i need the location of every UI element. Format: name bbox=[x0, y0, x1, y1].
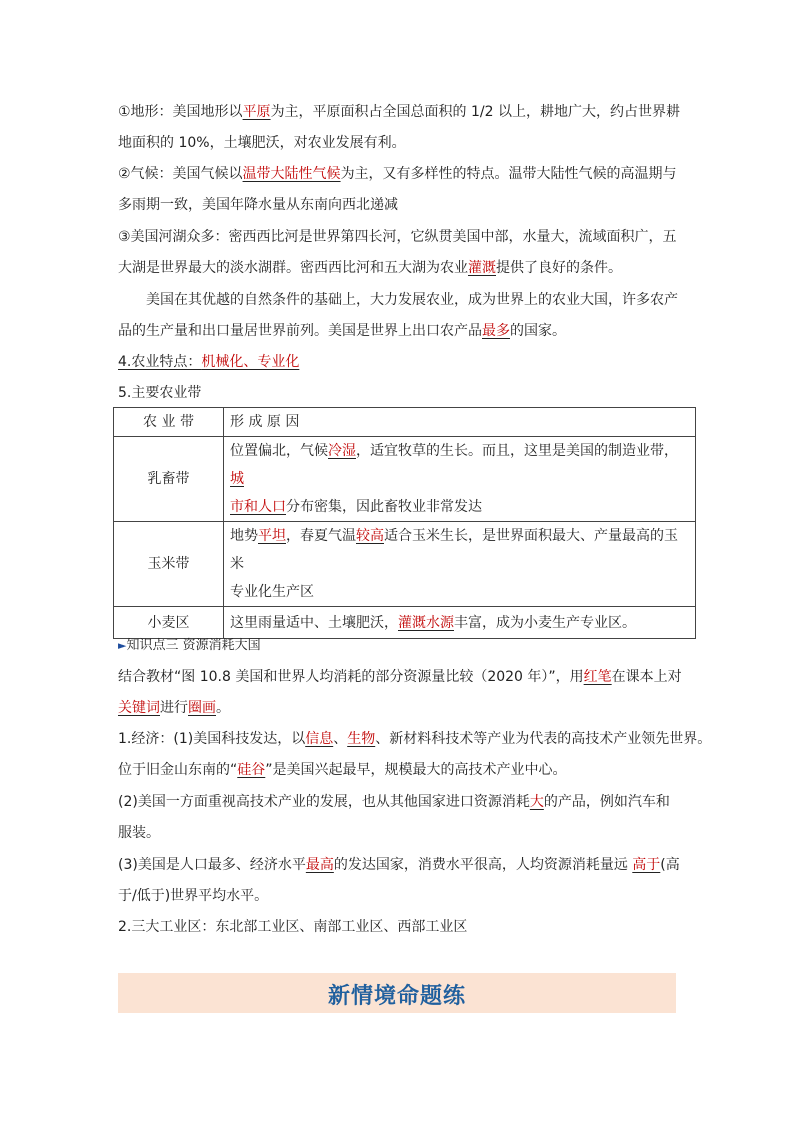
agri-paragraph-line-2: 品的生产量和出口量居世界前列。美国是世界上出口农产品最多的国家。 bbox=[118, 323, 566, 339]
intro-line-1: 结合教材“图 10.8 美国和世界人均消耗的部分资源量比较（2020 年）”，用红笔在课本上对 bbox=[118, 669, 682, 685]
table-header-row bbox=[114, 408, 696, 437]
belt-reason: 地势平坦，春夏气温较高适合玉米生长，是世界面积最大、产量最高的玉米 专业化生产区 bbox=[224, 522, 696, 607]
belt-reason: 这里雨量适中、土壤肥沃，灌溉水源丰富，成为小麦生产专业区。 bbox=[224, 607, 696, 639]
belt-reason: 位置偏北，气候冷湿，适宜牧草的生长。而且，这里是美国的制造业带，城 市和人口分布密集，因此畜牧业非常发达 bbox=[224, 437, 696, 522]
belt-name: 玉米带 bbox=[114, 522, 224, 607]
table-row bbox=[114, 607, 696, 639]
climate-line-1: ②气候：美国气候以温带大陆性气候为主，又有多样性的特点。温带大陆性气候的高温期与 bbox=[118, 166, 677, 182]
main-belts-title: 5.主要农业带 bbox=[118, 385, 202, 401]
section-heading-banner bbox=[118, 973, 676, 1013]
knowledge-point-3: ►知识点三 资源消耗大国 bbox=[118, 638, 261, 653]
table-row bbox=[114, 522, 696, 607]
belt-name: 乳畜带 bbox=[114, 437, 224, 522]
triangle-marker-icon: ► bbox=[118, 639, 127, 652]
agri-paragraph-line-1: 美国在其优越的自然条件的基础上，大力发展农业，成为世界上的农业大国，许多农产 bbox=[146, 292, 678, 308]
table-row bbox=[114, 437, 696, 522]
economy3-line-1: (3)美国是人口最多、经济水平最高的发达国家，消费水平很高，人均资源消耗量远 高于(高 bbox=[118, 857, 680, 873]
economy2-line-2: 服装。 bbox=[118, 825, 160, 841]
terrain-line-2: 地面积的 10%，土壤肥沃，对农业发展有利。 bbox=[118, 135, 406, 151]
economy3-line-2: 于/低于)世界平均水平。 bbox=[118, 888, 269, 904]
belt-name: 小麦区 bbox=[114, 607, 224, 639]
rivers-line-1: ③美国河湖众多：密西西比河是世界第四长河，它纵贯美国中部，水量大，流域面积广，五 bbox=[118, 229, 677, 245]
economy-line-2: 位于旧金山东南的“硅谷”是美国兴起最早，规模最大的高技术产业中心。 bbox=[118, 762, 567, 778]
economy-line-1: 1.经济：(1)美国科技发达，以信息、生物、新材料科技术等产业为代表的高技术产业领先世界。 bbox=[118, 731, 712, 747]
industrial-zones: 2.三大工业区：东北部工业区、南部工业区、西部工业区 bbox=[118, 919, 468, 935]
table-header-reason: 形 成 原 因 bbox=[224, 408, 696, 437]
intro-line-2: 关键词进行圈画。 bbox=[118, 700, 230, 716]
agri-belt-table bbox=[113, 407, 696, 639]
table-header-belt: 农 业 带 bbox=[114, 408, 224, 437]
agri-features: 4.农业特点：机械化、专业化 bbox=[118, 354, 300, 370]
economy2-line-1: (2)美国一方面重视高技术产业的发展，也从其他国家进口资源消耗大的产品，例如汽车和 bbox=[118, 794, 670, 810]
climate-line-2: 多雨期一致，美国年降水量从东南向西北递减 bbox=[118, 197, 398, 213]
terrain-line-1: ①地形：美国地形以平原为主，平原面积占全国总面积的 1/2 以上，耕地广大，约占世界耕 bbox=[118, 104, 680, 120]
rivers-line-2: 大湖是世界最大的淡水湖群。密西西比河和五大湖为农业灌溉提供了良好的条件。 bbox=[118, 260, 622, 276]
section-heading: 新情境命题练 bbox=[327, 984, 466, 1009]
